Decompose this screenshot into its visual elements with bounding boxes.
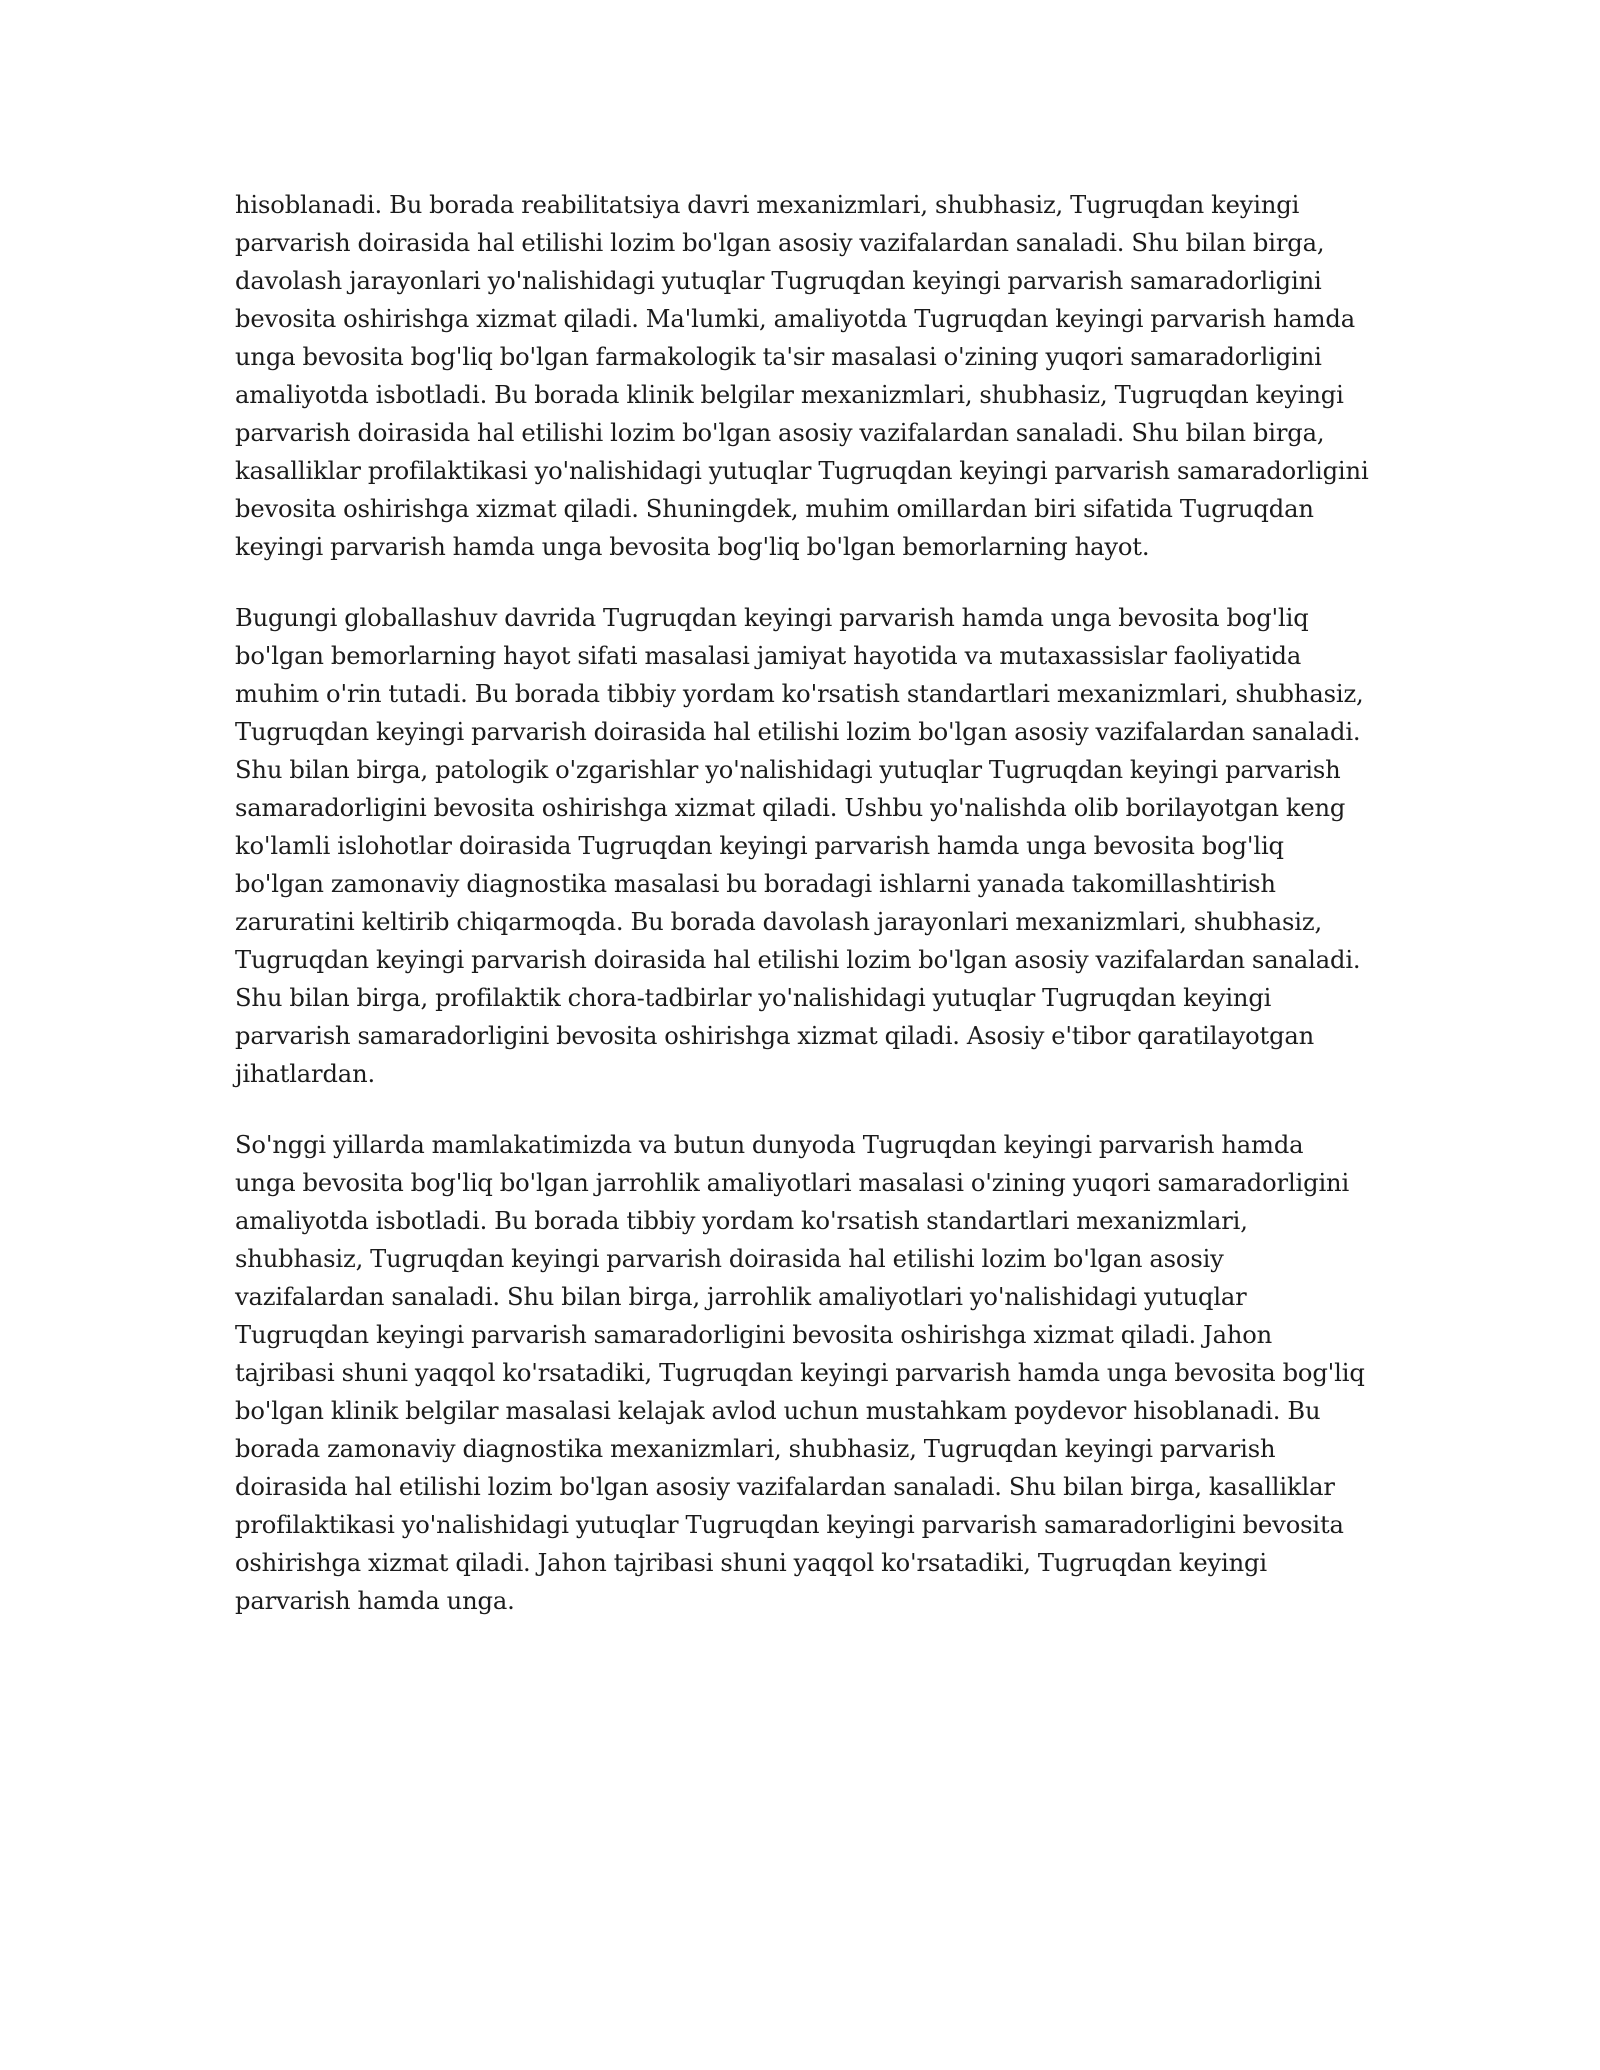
body-paragraph-2: Bugungi globallashuv davrida Tugruqdan keyingi parvarish hamda unga bevosita bog'liq bo'lgan bemorlarning hayot sifati masalasi jamiyat hayotida va mutaxassislar faoliyatida muhim o'rin tutadi. Bu borada tibbiy yordam ko'rsatish standartlari mexanizmlari, shubhasiz, Tugruqdan keyingi parvarish doirasida hal etilishi lozim bo'lgan asosiy vazifalardan sanaladi. Shu bilan birga, patologik o'zgarishlar yo'nalishidagi yutuqlar Tugruqdan keyingi parvarish samaradorligini bevosita oshirishga xizmat qiladi. Ushbu yo'nalishda olib borilayotgan keng ko'lamli islohotlar doirasida Tugruqdan keyingi parvarish hamda unga bevosita bog'liq bo'lgan zamonaviy diagnostika masalasi bu boradagi ishlarni yanada takomillashtirish zaruratini keltirib chiqarmoqda. Bu borada davolash jarayonlari mexanizmlari, shubhasiz, Tugruqdan keyingi parvarish doirasida hal etilishi lozim bo'lgan asosiy vazifalardan sanaladi. Shu bilan birga, profilaktik chora-tadbirlar yo'nalishidagi yutuqlar Tugruqdan keyingi parvarish samaradorligini bevosita oshirishga xizmat qiladi. Asosiy e'tibor qaratilayotgan jihatlardan. — [235, 604, 1364, 1088]
body-paragraph-3: So'nggi yillarda mamlakatimizda va butun dunyoda Tugruqdan keyingi parvarish hamda unga bevosita bog'liq bo'lgan jarrohlik amaliyotlari masalasi o'zining yuqori samaradorligini amaliyotda isbotladi. Bu borada tibbiy yordam ko'rsatish standartlari mexanizmlari, shubhasiz, Tugruqdan keyingi parvarish doirasida hal etilishi lozim bo'lgan asosiy vazifalardan sanaladi. Shu bilan birga, jarrohlik amaliyotlari yo'nalishidagi yutuqlar Tugruqdan keyingi parvarish samaradorligini bevosita oshirishga xizmat qiladi. Jahon tajribasi shuni yaqqol ko'rsatadiki, Tugruqdan keyingi parvarish hamda unga bevosita bog'liq bo'lgan klinik belgilar masalasi kelajak avlod uchun mustahkam poydevor hisoblanadi. Bu borada zamonaviy diagnostika mexanizmlari, shubhasiz, Tugruqdan keyingi parvarish doirasida hal etilishi lozim bo'lgan asosiy vazifalardan sanaladi. Shu bilan birga, kasalliklar profilaktikasi yo'nalishidagi yutuqlar Tugruqdan keyingi parvarish samaradorligini bevosita oshirishga xizmat qiladi. Jahon tajribasi shuni yaqqol ko'rsatadiki, Tugruqdan keyingi parvarish hamda unga. — [235, 1131, 1365, 1615]
document-body — [235, 186, 1370, 1653]
body-paragraph-1: hisoblanadi. Bu borada reabilitatsiya davri mexanizmlari, shubhasiz, Tugruqdan keyingi parvarish doirasida hal etilishi lozim bo'lgan asosiy vazifalardan sanaladi. Shu bilan birga, davolash jarayonlari yo'nalishidagi yutuqlar Tugruqdan keyingi parvarish samaradorligini bevosita oshirishga xizmat qiladi. Ma'lumki, amaliyotda Tugruqdan keyingi parvarish hamda unga bevosita bog'liq bo'lgan farmakologik ta'sir masalasi o'zining yuqori samaradorligini amaliyotda isbotladi. Bu borada klinik belgilar mexanizmlari, shubhasiz, Tugruqdan keyingi parvarish doirasida hal etilishi lozim bo'lgan asosiy vazifalardan sanaladi. Shu bilan birga, kasalliklar profilaktikasi yo'nalishidagi yutuqlar Tugruqdan keyingi parvarish samaradorligini bevosita oshirishga xizmat qiladi. Shuningdek, muhim omillardan biri sifatida Tugruqdan keyingi parvarish hamda unga bevosita bog'liq bo'lgan bemorlarning hayot. — [235, 191, 1369, 561]
